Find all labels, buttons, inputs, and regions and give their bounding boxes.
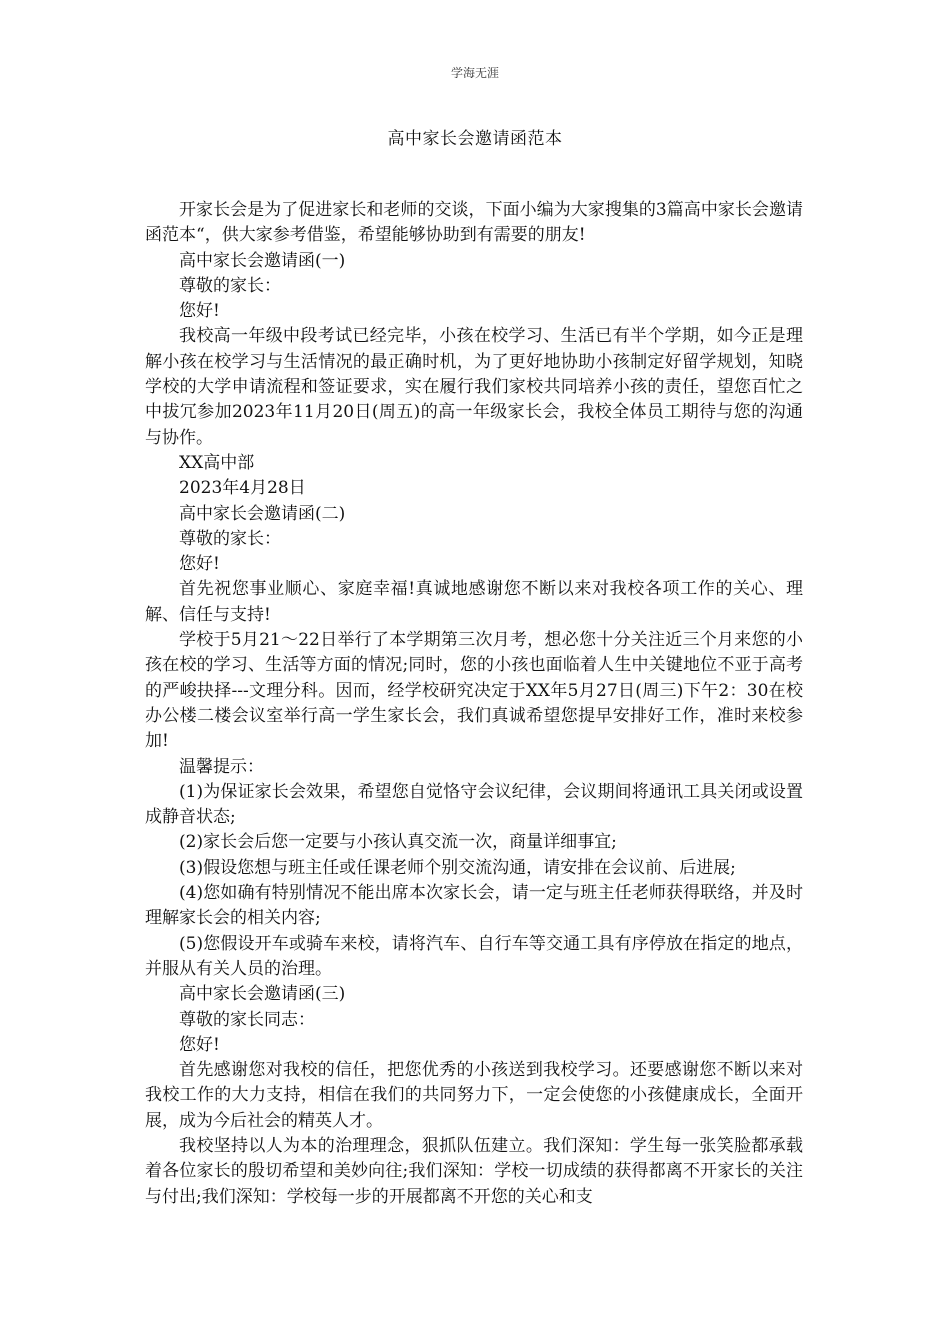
paragraph: 开家长会是为了促进家长和老师的交谈，下面小编为大家搜集的3篇高中家长会邀请函范本“，供大家参考借鉴，希望能够协助到有需要的朋友! xyxy=(145,200,803,246)
section-heading: 高中家长会邀请函(一) xyxy=(179,250,346,271)
salutation: 尊敬的家长： xyxy=(179,275,281,296)
salutation: 尊敬的家长同志： xyxy=(179,1009,315,1030)
paragraph: 我校坚持以人为本的治理理念，狠抓队伍建立。我们深知：学生每一张笑脸都承载着各位家长的殷切希望和美妙向往;我们深知：学校一切成绩的获得都离不开家长的关注与付出;我们深知：学校每一步的开展都离不开您的关心和支 xyxy=(145,1135,803,1207)
tip-item: (3)假设您想与班主任或任课老师个别交流沟通，请安排在会议前、后进展; xyxy=(179,857,736,878)
document-title: 高中家长会邀请函范本 xyxy=(387,129,563,149)
tip-item: (2)家长会后您一定要与小孩认真交流一次，商量详细事宜; xyxy=(179,832,617,853)
section-heading: 高中家长会邀请函(二) xyxy=(179,503,346,524)
paragraph: 学校于5月21～22日举行了本学期第三次月考，想必您十分关注近三个月来您的小孩在校的学习、生活等方面的情况;同时，您的小孩也面临着人生中关键地位不亚于高考的严峻抉择---文理分科。因而，经学校研究决定于XX年5月27日(周三)下午2：30在校办公楼二楼会议室举行高一学生家长会，我们真诚希望您提早安排好工作，准时来校参加! xyxy=(145,630,803,752)
greeting: 您好! xyxy=(179,554,220,575)
tips-heading: 温馨提示： xyxy=(179,756,264,777)
greeting: 您好! xyxy=(179,1034,220,1055)
document-body xyxy=(145,198,803,1210)
page-header: 学海无涯 xyxy=(450,66,499,80)
tip-item: (4)您如确有特别情况不能出席本次家长会，请一定与班主任老师获得联络，并及时理解家长会的相关内容; xyxy=(145,883,803,929)
salutation: 尊敬的家长： xyxy=(179,528,281,549)
paragraph: 我校高一年级中段考试已经完毕，小孩在校学习、生活已有半个学期，如今正是理解小孩在校学习与生活情况的最正确时机，为了更好地协助小孩制定好留学规划，知晓学校的大学申请流程和签证要求，实在履行我们家校共同培养小孩的责任，望您百忙之中拔冗参加2023年11月20日(周五)的高一年级家长会，我校全体员工期待与您的沟通与协作。 xyxy=(145,326,803,448)
paragraph: 首先祝您事业顺心、家庭幸福!真诚地感谢您不断以来对我校各项工作的关心、理解、信任与支持! xyxy=(145,579,803,625)
tip-item: (5)您假设开车或骑车来校，请将汽车、自行车等交通工具有序停放在指定的地点，并服从有关人员的治理。 xyxy=(145,933,803,979)
paragraph: 首先感谢您对我校的信任，把您优秀的小孩送到我校学习。还要感谢您不断以来对我校工作的大力支持，相信在我们的共同努力下，一定会使您的小孩健康成长，全面开展，成为今后社会的精英人才。 xyxy=(145,1060,803,1131)
signature: XX高中部 xyxy=(179,452,255,473)
section-heading: 高中家长会邀请函(三) xyxy=(179,984,346,1005)
date: 2023年4月28日 xyxy=(179,478,306,499)
tip-item: (1)为保证家长会效果，希望您自觉恪守会议纪律，会议期间将通讯工具关闭或设置成静音状态; xyxy=(145,781,803,828)
greeting: 您好! xyxy=(179,301,220,322)
